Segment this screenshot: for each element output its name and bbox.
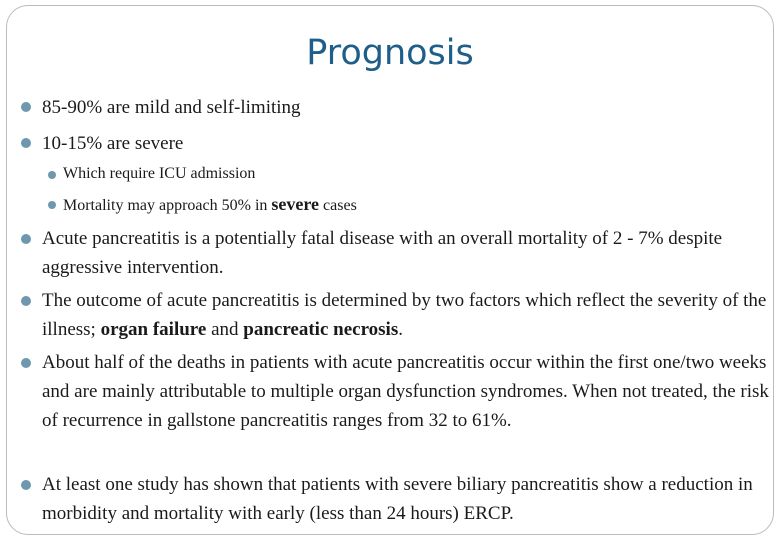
bullet-severe: 10-15% are severe [42, 133, 184, 154]
sub-bullet-mortality-tail: cases [319, 197, 357, 214]
bullet-outcome-bold-2: pancreatic necrosis [243, 319, 399, 340]
bullet-outcome-text: The outcome of acute pancreatitis is determined by two factors which reflect the severity of the illness; [42, 290, 767, 340]
bullet-icon [21, 234, 31, 244]
bullet-icon [21, 296, 31, 306]
bullet-icon [21, 358, 31, 368]
sub-bullet-mortality-text: Mortality may approach 50% in [63, 197, 272, 214]
bullet-outcome-mid: and [206, 319, 244, 340]
bullet-icon [21, 480, 31, 490]
slide-title: Prognosis [306, 33, 474, 73]
bullet-mild: 85-90% are mild and self-limiting [42, 97, 301, 118]
bullet-icon [21, 102, 31, 112]
sub-bullet-icon [48, 201, 56, 209]
bullet-icon [21, 138, 31, 148]
bullet-outcome [42, 286, 774, 344]
sub-bullet-mortality [63, 193, 763, 217]
bullet-outcome-bold-1: organ failure [100, 319, 207, 340]
bullet-fatal: Acute pancreatitis is a potentially fatal disease with an overall mortality of 2 - 7% despite aggressive intervention. [42, 228, 723, 278]
sub-bullet-icu: Which require ICU admission [63, 165, 256, 182]
bullet-ercp: At least one study has shown that patients with severe biliary pancreatitis show a reduction in morbidity and mortality with early (less than 24 hours) ERCP. [42, 474, 753, 524]
sub-bullet-mortality-bold: severe [271, 194, 320, 214]
bullet-deaths: About half of the deaths in patients with acute pancreatitis occur within the first one/two weeks and are mainly attributable to multiple organ dysfunction syndromes. When not treated, the risk of recurrence in gallstone pancreatitis ranges from 32 to 61%. [42, 352, 769, 431]
bullet-outcome-tail: . [398, 319, 403, 340]
sub-bullet-icon [48, 171, 56, 179]
